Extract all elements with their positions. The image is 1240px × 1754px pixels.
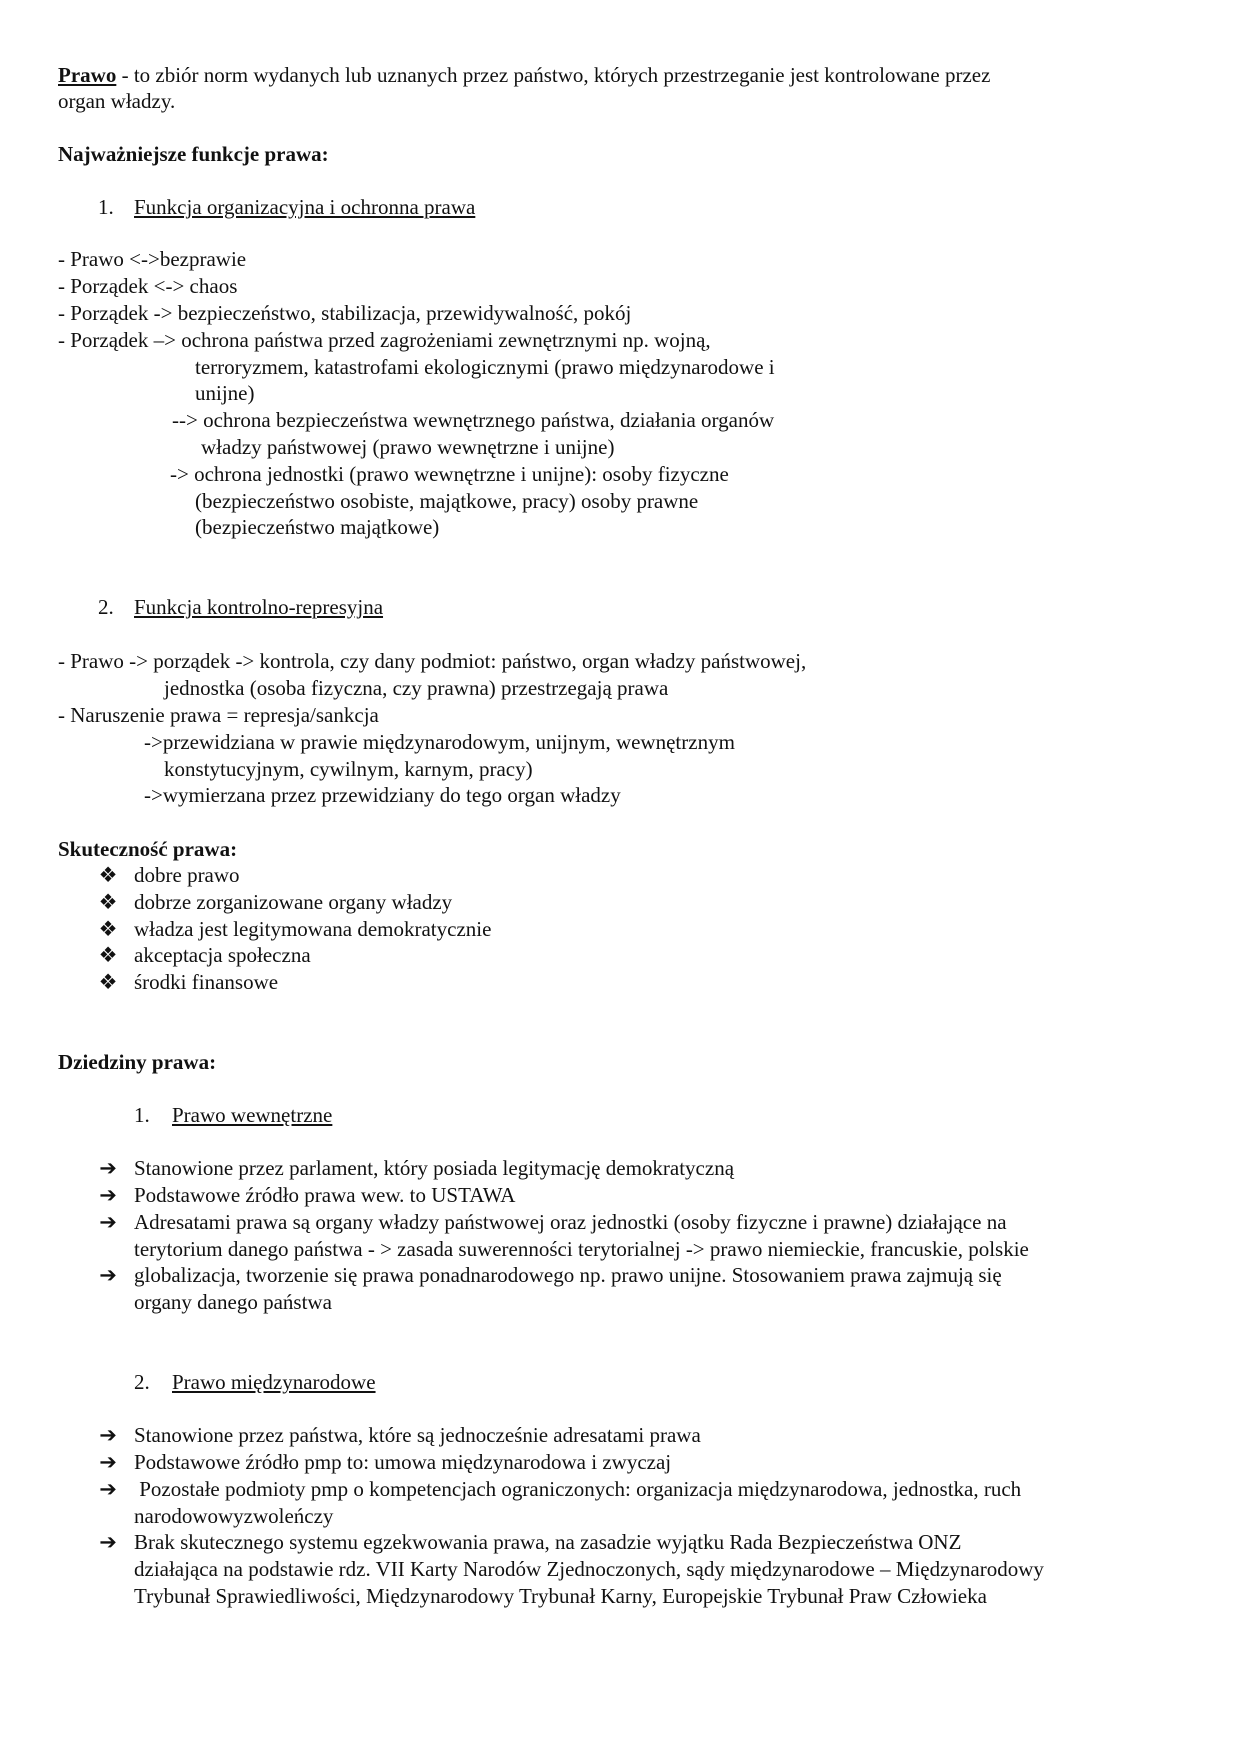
effectiveness-heading: Skuteczność prawa:	[58, 837, 238, 861]
international-line: działająca na podstawie rdz. VII Karty Narodów Zjednoczonych, sądy międzynarodowe – Międzynarodowy	[134, 1557, 1044, 1581]
function1-line: - Porządek -> bezpieczeństwo, stabilizacja, przewidywalność, pokój	[58, 301, 632, 325]
function2-line: jednostka (osoba fizyczna, czy prawna) przestrzegają prawa	[164, 676, 669, 700]
arrow-bullet-icon: ➔	[99, 1477, 117, 1501]
definition-line-1	[58, 62, 990, 89]
arrow-bullet-icon: ➔	[99, 1530, 117, 1554]
domestic-line: globalizacja, tworzenie się prawa ponadnarodowego np. prawo unijne. Stosowaniem prawa zajmują się	[134, 1263, 1002, 1287]
diamond-bullet-icon: ❖	[98, 890, 118, 914]
function1-line: --> ochrona bezpieczeństwa wewnętrznego państwa, działania organów	[172, 408, 775, 432]
function2-line: - Prawo -> porządek -> kontrola, czy dany podmiot: państwo, organ władzy państwowej,	[58, 649, 807, 673]
effectiveness-item: akceptacja społeczna	[134, 943, 311, 967]
arrow-bullet-icon: ➔	[99, 1210, 117, 1234]
domestic-line: organy danego państwa	[134, 1290, 332, 1314]
domestic-number: 1.	[134, 1103, 150, 1127]
domestic-line: Adresatami prawa są organy władzy państwowej oraz jednostki (osoby fizyczne i prawne) działające na	[134, 1210, 1007, 1234]
diamond-bullet-icon: ❖	[98, 863, 118, 887]
diamond-bullet-icon: ❖	[98, 943, 118, 967]
function2-line: ->przewidziana w prawie międzynarodowym, unijnym, wewnętrznym	[144, 730, 735, 754]
domestic-line: Stanowione przez parlament, który posiada legitymację demokratyczną	[134, 1156, 735, 1180]
domestic-title: Prawo wewnętrzne	[172, 1103, 333, 1127]
effectiveness-item: dobrze zorganizowane organy władzy	[134, 890, 453, 914]
international-line: Stanowione przez państwa, które są jednocześnie adresatami prawa	[134, 1423, 701, 1447]
domestic-line: Podstawowe źródło prawa wew. to USTAWA	[134, 1183, 516, 1207]
international-line: Brak skutecznego systemu egzekwowania prawa, na zasadzie wyjątku Rada Bezpieczeństwa ONZ	[134, 1530, 962, 1554]
function1-line: - Porządek –> ochrona państwa przed zagrożeniami zewnętrznymi np. wojną,	[58, 328, 711, 352]
function1-line: - Prawo <->bezprawie	[58, 247, 247, 271]
definition-text: - to zbiór norm wydanych lub uznanych przez państwo, których przestrzeganie jest kontrolowane przez	[116, 63, 991, 87]
effectiveness-item: władza jest legitymowana demokratycznie	[134, 917, 492, 941]
arrow-bullet-icon: ➔	[99, 1423, 117, 1447]
domains-heading: Dziedziny prawa:	[58, 1050, 217, 1074]
function1-line: władzy państwowej (prawo wewnętrzne i unijne)	[201, 435, 615, 459]
function1-line: (bezpieczeństwo majątkowe)	[195, 515, 440, 539]
arrow-bullet-icon: ➔	[99, 1450, 117, 1474]
international-number: 2.	[134, 1370, 150, 1394]
arrow-bullet-icon: ➔	[99, 1183, 117, 1207]
function2-line: - Naruszenie prawa = represja/sankcja	[58, 703, 379, 727]
function1-line: -> ochrona jednostki (prawo wewnętrzne i unijne): osoby fizyczne	[170, 462, 729, 486]
international-line: Pozostałe podmioty pmp o kompetencjach ograniczonych: organizacja międzynarodowa, jednostka, ruch	[134, 1477, 1022, 1501]
arrow-bullet-icon: ➔	[99, 1263, 117, 1287]
international-line: Trybunał Sprawiedliwości, Międzynarodowy Trybunał Karny, Europejskie Trybunał Praw Człowieka	[134, 1584, 987, 1608]
functions-heading: Najważniejsze funkcje prawa:	[58, 142, 329, 166]
function2-title: Funkcja kontrolno-represyjna	[134, 595, 384, 619]
function1-title: Funkcja organizacyjna i ochronna prawa	[134, 195, 476, 219]
domestic-line: terytorium danego państwa - > zasada suwerenności terytorialnej -> prawo niemieckie, francuskie, polskie	[134, 1237, 1029, 1261]
function1-line: - Porządek <-> chaos	[58, 274, 238, 298]
definition-line-2: organ władzy.	[58, 89, 176, 113]
function2-line: konstytucyjnym, cywilnym, karnym, pracy)	[164, 757, 533, 781]
diamond-bullet-icon: ❖	[98, 917, 118, 941]
function1-number: 1.	[98, 195, 114, 219]
international-line: narodowowyzwoleńczy	[134, 1504, 334, 1528]
definition-term: Prawo	[58, 63, 117, 87]
function1-line: unijne)	[195, 381, 255, 405]
function2-line: ->wymierzana przez przewidziany do tego organ władzy	[144, 783, 621, 807]
international-line: Podstawowe źródło pmp to: umowa międzynarodowa i zwyczaj	[134, 1450, 672, 1474]
function1-line: (bezpieczeństwo osobiste, majątkowe, pracy) osoby prawne	[195, 489, 699, 513]
function1-line: terroryzmem, katastrofami ekologicznymi (prawo międzynarodowe i	[195, 355, 775, 379]
effectiveness-item: środki finansowe	[134, 970, 279, 994]
arrow-bullet-icon: ➔	[99, 1156, 117, 1180]
effectiveness-item: dobre prawo	[134, 863, 240, 887]
diamond-bullet-icon: ❖	[98, 970, 118, 994]
international-title: Prawo międzynarodowe	[172, 1370, 376, 1394]
function2-number: 2.	[98, 595, 114, 619]
